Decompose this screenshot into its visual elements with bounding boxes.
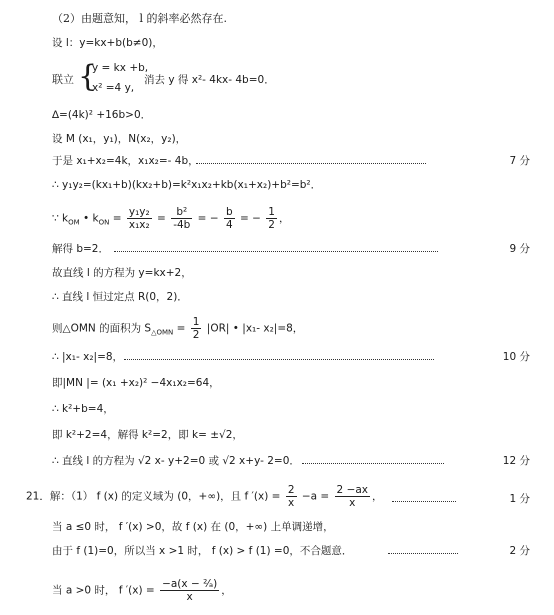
numerator: 2 −ax [336, 484, 369, 496]
denominator: -4b [173, 219, 191, 231]
line-text: 设 l：y=kx+b(b≠0)， [52, 37, 163, 49]
line-text: 即|MN |= (x₁ +x₂)² −4x₁x₂=64， [52, 377, 220, 389]
score-label: 9 分 [509, 243, 530, 255]
text-line [0, 540, 554, 562]
fraction [266, 206, 277, 231]
line-text: 故直线 l 的方程为 y=kx+2， [52, 267, 192, 279]
equals-sign: = [109, 212, 125, 225]
line-text: ∴ |x₁- x₂|=8， [52, 351, 124, 363]
line-text: ∴ 直线 l 的方程为 √2 x- y+2=0 或 √2 x+y- 2=0． [52, 455, 300, 467]
line-text: ∵ k [52, 212, 69, 225]
text-line [0, 262, 554, 284]
numerator: b² [171, 206, 192, 219]
numerator: 1 [268, 206, 275, 218]
score-label: 1 分 [509, 493, 530, 505]
text-line [0, 104, 554, 126]
denominator: 2 [268, 219, 275, 231]
line-text: ， [372, 490, 383, 503]
numerator: 1 [192, 316, 200, 328]
subscript: △OMN [151, 328, 174, 337]
dot-leader [196, 150, 426, 164]
text-line [0, 372, 554, 394]
line-text: （2）由题意知， l 的斜率必然存在. [52, 12, 228, 25]
numerator: y₁y₂ [128, 206, 150, 218]
denominator: x [349, 497, 356, 509]
numerator: −a(x − ²⁄ₐ) [162, 578, 218, 590]
line-text: 当 a ≤0 时， f ′(x) >0，故 f (x) 在 (0，+∞) 上单调递增， [52, 521, 334, 533]
brace-symbol: { [78, 59, 98, 94]
system-eq-2: x² =4 y, [92, 82, 135, 94]
text-line [0, 238, 554, 260]
denominator: x [186, 591, 193, 603]
dot-leader [392, 488, 456, 502]
score-label: 7 分 [509, 155, 530, 167]
area-line [0, 312, 554, 342]
equation-system-line [0, 60, 554, 100]
line-text: 则△OMN 的面积为 S [52, 322, 152, 335]
text-line [0, 346, 554, 368]
numerator: 2 [287, 484, 295, 496]
score-label: 10 分 [502, 351, 530, 363]
denominator: x [288, 497, 295, 509]
system-eq-1: y = kx +b, [92, 62, 149, 74]
line-text: ∴ 直线 l 恒过定点 R(0，2)． [52, 291, 188, 303]
text-line [0, 8, 554, 30]
fraction [171, 206, 192, 231]
line-text: 联立 [52, 73, 74, 86]
text-line [0, 424, 554, 446]
score-label: 12 分 [502, 455, 530, 467]
text-line [0, 150, 554, 172]
subscript: OM [68, 218, 80, 227]
derivative-line [0, 572, 554, 612]
line-text: ∆=(4k)² +16b>0． [52, 109, 152, 121]
line-text: 由于 f (1)=0，所以当 x >1 时， f (x) > f (1) =0，不合题意． [52, 545, 353, 557]
line-text: 消去 y 得 x²- 4kx- 4b=0． [144, 74, 275, 86]
dot-leader [388, 540, 458, 554]
fraction [127, 206, 152, 231]
line-text: • k [79, 212, 99, 225]
line-text: 设 M (x₁，y₁)，N(x₂，y₂)， [52, 133, 187, 145]
text-line [0, 450, 554, 472]
dot-leader [114, 238, 438, 252]
denominator: 4 [225, 219, 233, 231]
line-text: |OR| • |x₁- x₂|=8， [203, 322, 304, 335]
line-text: ∴ y₁y₂=(kx₁+b)(kx₂+b)=k²x₁x₂+kb(x₁+x₂)+b²=b²． [52, 179, 322, 191]
line-text: −a = [298, 490, 333, 503]
denominator: 2 [192, 329, 200, 341]
denominator: x₁x₂ [128, 219, 150, 231]
text-line [0, 516, 554, 538]
fraction [335, 484, 370, 509]
text-line [0, 174, 554, 196]
line-text: 于是 x₁+x₂=4k，x₁x₂=- 4b， [52, 155, 199, 167]
fraction [191, 316, 202, 341]
dot-leader [302, 450, 444, 464]
dot-leader [124, 346, 434, 360]
fraction [224, 206, 235, 231]
line-text: ∴ k²+b=4， [52, 403, 114, 415]
numerator: b [224, 206, 235, 219]
equals-sign: = [173, 322, 189, 335]
score-label: 2 分 [509, 545, 530, 557]
text-line [0, 286, 554, 308]
line-text: 即 k²+2=4，解得 k²=2，即 k= ±√2， [52, 429, 243, 441]
line-text: ， [221, 584, 232, 597]
text-line [0, 32, 554, 54]
slope-product-line: ∵ $k_{OM}$ • $k_{ON}$ = $\frac{\text{y₁y₂}}{\text{x₁x₂}}$ = $\frac{\text{b²}}{-4b}$ = − $\frac{b}{4}$ = − $\frac{1}{2}$ ， [52, 206, 290, 231]
line-text: 当 a >0 时， f ′(x) = [52, 584, 159, 597]
text-line [0, 128, 554, 150]
fraction [160, 578, 219, 603]
line-text: 解得 b=2． [52, 243, 109, 255]
line-text: 21．解：（1） f (x) 的定义域为 (0，+∞)，且 f ′(x) = [26, 490, 284, 503]
text-line [0, 398, 554, 420]
fraction [286, 484, 297, 509]
problem-21-line [0, 482, 554, 512]
subscript: ON [98, 218, 110, 227]
